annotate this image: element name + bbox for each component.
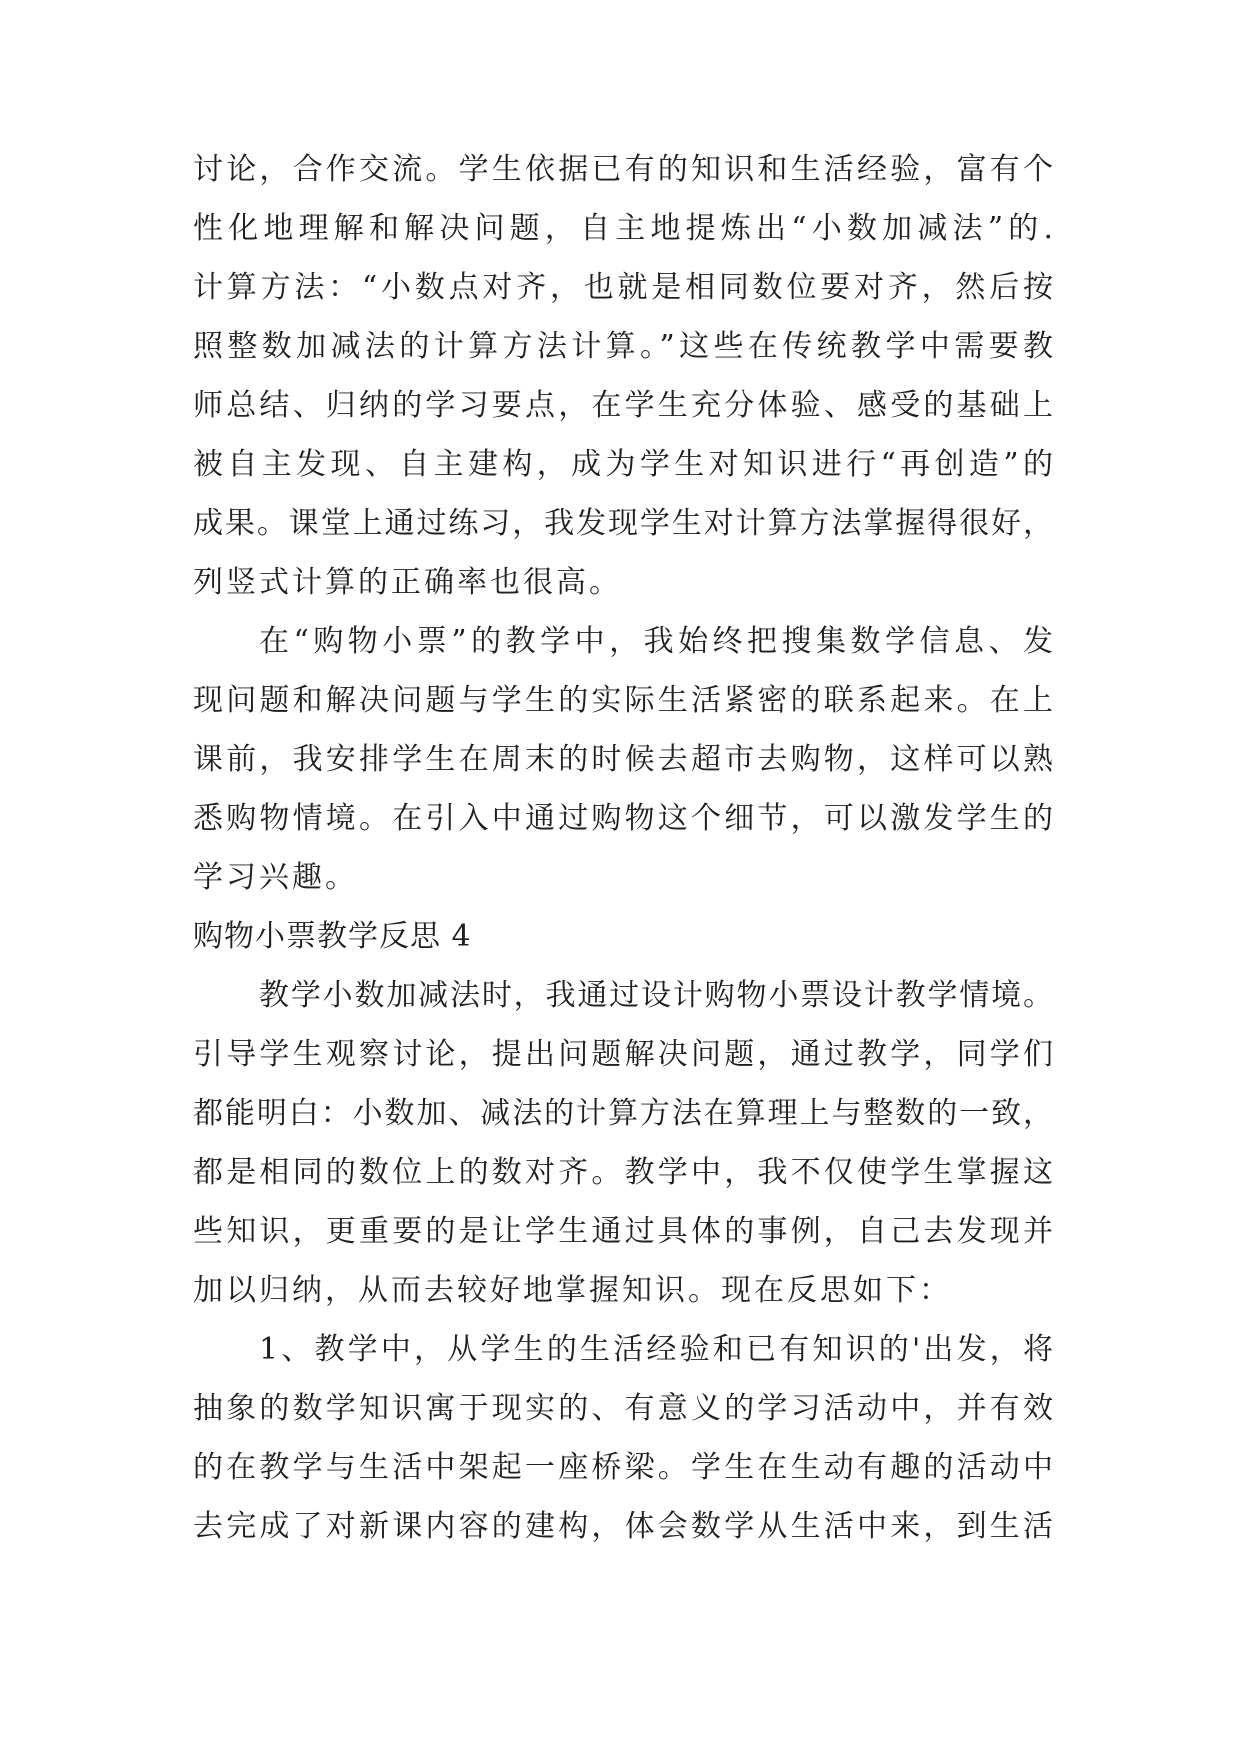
text-line: 计算方法：“小数点对齐，也就是相同数位要对齐，然后按 — [193, 270, 1053, 305]
text-line: 些知识，更重要的是让学生通过具体的事例，自己去发现并 — [193, 1214, 1053, 1249]
text-line: 在“购物小票”的教学中，我始终把搜集数学信息、发 — [259, 624, 1053, 659]
text-line: 引导学生观察讨论，提出问题解决问题，通过教学，同学们 — [193, 1037, 1053, 1072]
text-line: 抽象的数学知识寓于现实的、有意义的学习活动中，并有效 — [193, 1391, 1053, 1426]
text-line: 都能明白：小数加、减法的计算方法在算理上与整数的一致， — [193, 1096, 1053, 1131]
text-line: 悉购物情境。在引入中通过购物这个细节，可以激发学生的 — [193, 801, 1053, 836]
text-line: 被自主发现、自主建构，成为学生对知识进行“再创造”的 — [193, 447, 1053, 482]
text-line: 都是相同的数位上的数对齐。教学中，我不仅使学生掌握这 — [193, 1155, 1053, 1190]
section-heading: 购物小票教学反思 4 — [193, 919, 472, 954]
text-line: 课前，我安排学生在周末的时候去超市去购物，这样可以熟 — [193, 742, 1053, 777]
document-page — [193, 140, 1053, 1556]
text-line: 讨论，合作交流。学生依据已有的知识和生活经验，富有个 — [193, 152, 1053, 187]
text-line: 学习兴趣。 — [193, 860, 358, 895]
text-line: 成果。课堂上通过练习，我发现学生对计算方法掌握得很好， — [193, 506, 1053, 541]
text-line: 照整数加减法的计算方法计算。”这些在传统教学中需要教 — [193, 329, 1053, 364]
text-line: 师总结、归纳的学习要点，在学生充分体验、感受的基础上 — [193, 388, 1053, 423]
text-line: 列竖式计算的正确率也很高。 — [193, 565, 622, 600]
text-line: 1、教学中，从学生的生活经验和已有知识的'出发，将 — [259, 1332, 1053, 1367]
text-line: 去完成了对新课内容的建构，体会数学从生活中来，到生活 — [193, 1509, 1053, 1544]
text-line: 教学小数加减法时，我通过设计购物小票设计教学情境。 — [259, 978, 1053, 1013]
text-line: 的在教学与生活中架起一座桥梁。学生在生动有趣的活动中 — [193, 1450, 1053, 1485]
text-line: 性化地理解和解决问题，自主地提炼出“小数加减法”的. — [193, 211, 1053, 246]
text-line: 现问题和解决问题与学生的实际生活紧密的联系起来。在上 — [193, 683, 1053, 718]
text-line: 加以归纳，从而去较好地掌握知识。现在反思如下： — [193, 1273, 952, 1308]
